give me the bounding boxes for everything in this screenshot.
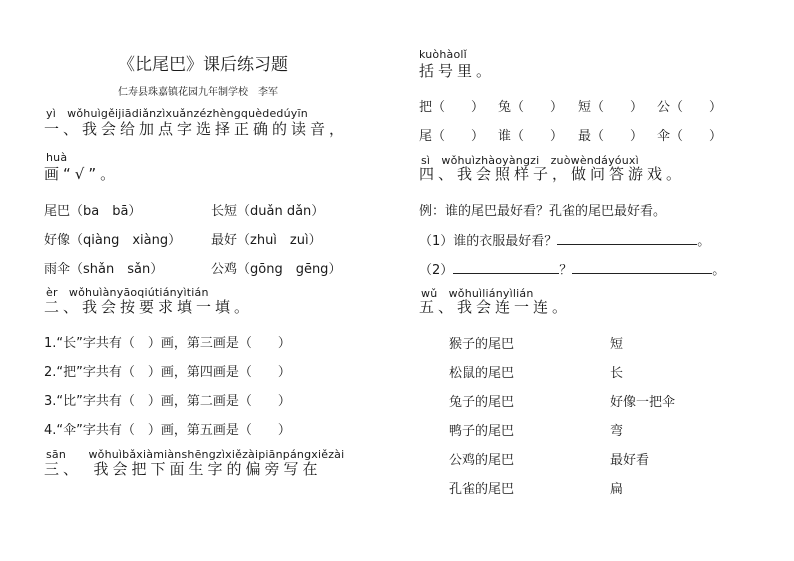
q3-pinyin-2: kuòhàolǐ [419, 48, 467, 61]
q5-right-2[interactable]: 长 [610, 366, 624, 381]
q4-heading: 四、我会照样子，做问答游戏。 [419, 165, 686, 183]
q5-right-3[interactable]: 好像一把伞 [610, 395, 676, 410]
q4-line2-mid: ？ [559, 263, 573, 278]
q1-item-2-left: 好像（qiàng xiàng） [44, 233, 182, 248]
q4-answer-2-blank[interactable] [572, 260, 712, 274]
q2-heading: 二、我会按要求填一填。 [44, 298, 254, 316]
q4-answer-line-1 [419, 230, 710, 249]
q3-heading: 三、 我会把下面生字的偏旁写在 [44, 460, 322, 478]
q3-cell-1-2: 兔（ ） [498, 100, 564, 115]
q2-item-1: 1.“长”字共有（ ）画，第三画是（ ） [44, 336, 291, 351]
q5-left-6[interactable]: 孔雀的尾巴 [449, 482, 515, 497]
q4-line2-end: 。 [712, 263, 726, 278]
q4-answer-line-2 [419, 259, 725, 278]
q1-item-3-left: 雨伞（shǎn sǎn） [44, 262, 164, 277]
q5-right-4[interactable]: 弯 [610, 424, 624, 439]
q3-heading-2: 括号里。 [419, 62, 496, 80]
q1-item-1-right: 长短（duǎn dǎn） [211, 204, 325, 219]
page-title: 《比尾巴》课后练习题 [118, 55, 288, 75]
q2-item-3: 3.“比”字共有（ ）画，第二画是（ ） [44, 394, 291, 409]
q3-cell-1-3: 短（ ） [578, 100, 644, 115]
q4-line2-label: （2） [419, 263, 454, 278]
q1-pinyin-2: huà [46, 151, 68, 164]
q5-right-1[interactable]: 短 [610, 337, 624, 352]
q1-heading: 一、我会给加点字选择正确的读音， [44, 120, 349, 138]
q5-left-2[interactable]: 松鼠的尾巴 [449, 366, 515, 381]
q5-left-4[interactable]: 鸭子的尾巴 [449, 424, 515, 439]
q4-example: 例：谁的尾巴最好看？孔雀的尾巴最好看。 [419, 204, 667, 219]
q4-answer-1-blank[interactable] [557, 231, 697, 245]
q2-pinyin: èr wǒhuìànyāoqiútiányìtián [46, 286, 209, 299]
q1-item-3-right: 公鸡（gōng gēng） [211, 262, 342, 277]
q5-left-1[interactable]: 猴子的尾巴 [449, 337, 515, 352]
school-name: 仁寿县珠嘉镇花园九年制学校 李军 [118, 87, 278, 98]
q5-heading: 五、我会连一连。 [419, 298, 572, 316]
q5-pinyin: wǔ wǒhuìliányìlián [421, 287, 534, 300]
q1-item-1-left: 尾巴（ba bā） [44, 204, 142, 219]
q4-line1-label: （1）谁的衣服最好看？ [419, 234, 558, 249]
q5-left-5[interactable]: 公鸡的尾巴 [449, 453, 515, 468]
q3-cell-1-4: 公（ ） [657, 100, 723, 115]
q5-right-5[interactable]: 最好看 [610, 453, 650, 468]
q2-item-4: 4.“伞”字共有（ ）画，第五画是（ ） [44, 423, 291, 438]
q5-right-6[interactable]: 扁 [610, 482, 624, 497]
q2-item-2: 2.“把”字共有（ ）画，第四画是（ ） [44, 365, 291, 380]
q3-cell-2-3: 最（ ） [578, 129, 644, 144]
q1-item-2-right: 最好（zhuì zuì） [211, 233, 322, 248]
q4-line1-end: 。 [697, 234, 711, 249]
q3-cell-2-2: 谁（ ） [498, 129, 564, 144]
q3-cell-2-4: 伞（ ） [657, 129, 723, 144]
q3-pinyin: sān wǒhuìbǎxiàmiànshēngzìxiězàipiānpángxiězài [46, 448, 345, 461]
q4-question-2-blank[interactable] [453, 260, 559, 274]
q1-heading-2: 画“√”。 [44, 165, 120, 183]
q3-cell-2-1: 尾（ ） [419, 129, 485, 144]
q3-cell-1-1: 把（ ） [419, 100, 485, 115]
q5-left-3[interactable]: 兔子的尾巴 [449, 395, 515, 410]
q4-pinyin: sì wǒhuìzhàoyàngzi zuòwèndáyóuxì [421, 154, 639, 167]
q1-pinyin: yì wǒhuìgěijiādiǎnzìxuǎnzézhèngquèdedúyīn [46, 107, 308, 120]
